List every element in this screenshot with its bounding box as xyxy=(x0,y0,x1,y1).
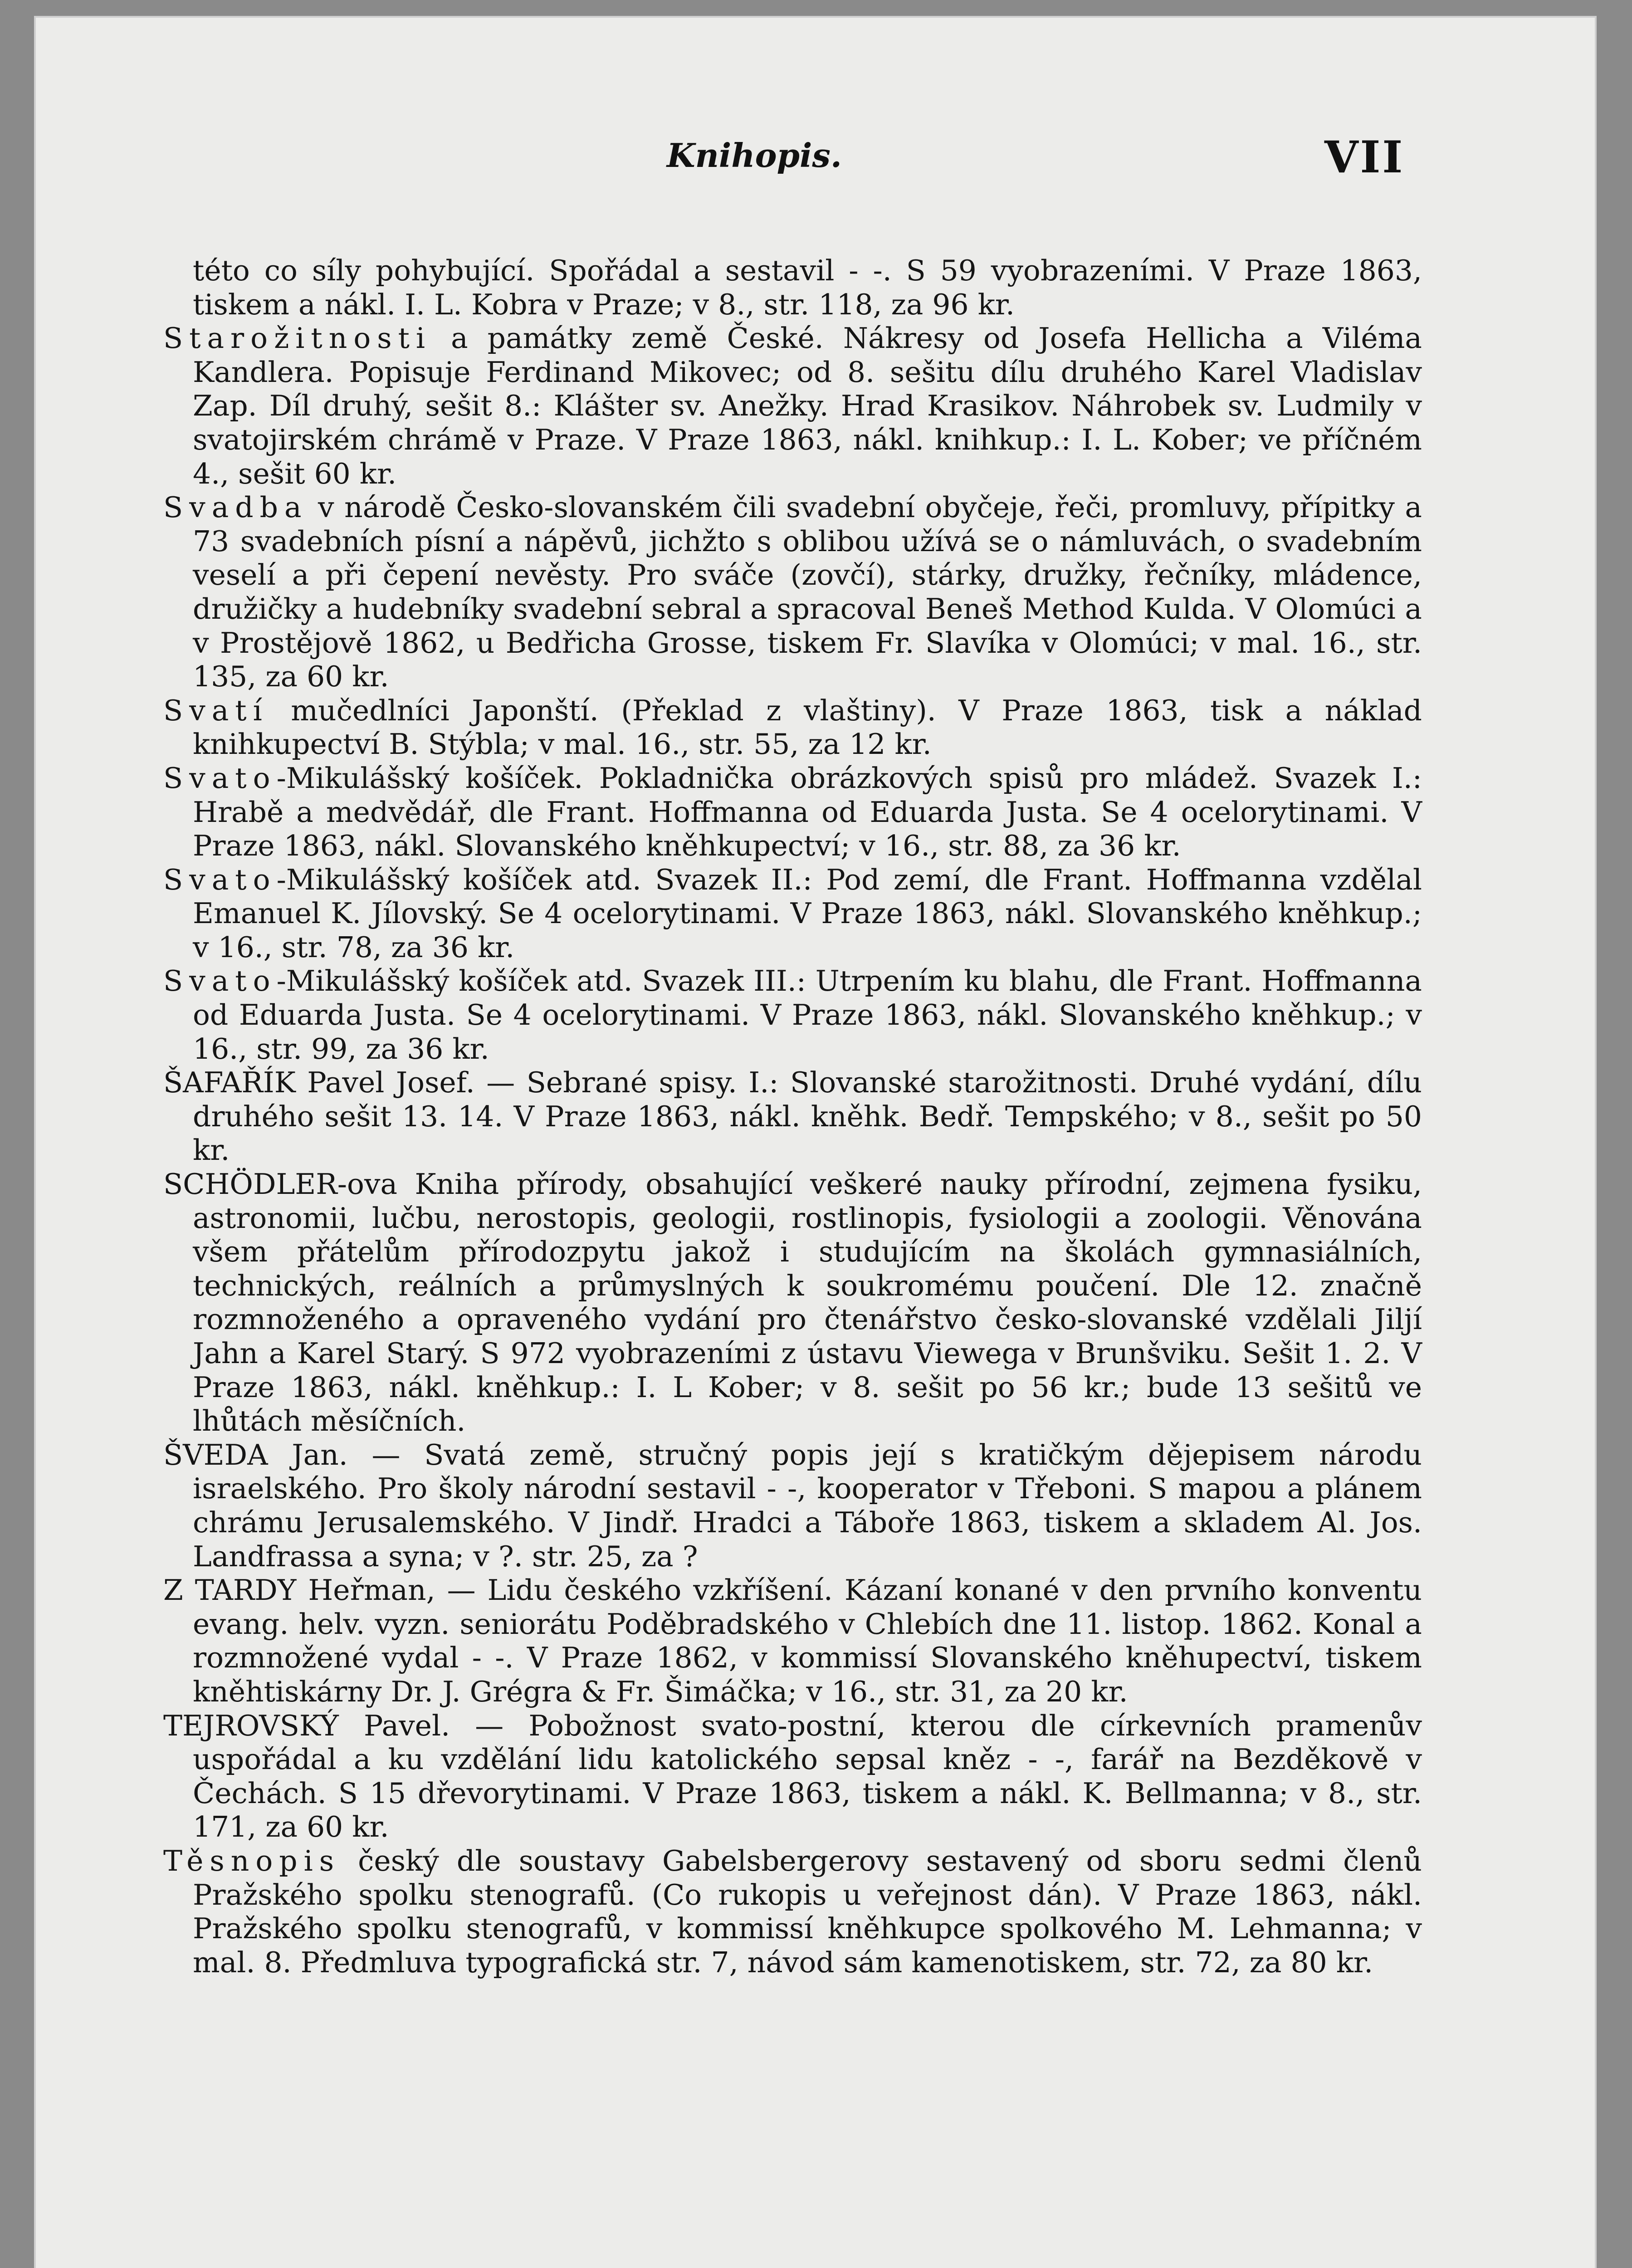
entry-lead: Těsnopis xyxy=(163,1844,341,1877)
entry-text: Pavel. — Pobožnost svato-postní, kterou dle církevních pramenův uspořádal a ku vzdělání lidu katolického sepsal kněz - -, farář na Bezděkově v Čechách. S 15 dřevorytinami. V Praze 1863, tiskem a nákl. K. Bellmanna; v 8., str. 171, za 60 kr. xyxy=(193,1709,1422,1844)
book-page xyxy=(34,16,1597,2268)
entry-text: v národě Česko-slovanském čili svadební obyčeje, řeči, promluvy, přípitky a 73 svadebních písní a nápěvů, jichžto s oblibou užívá se o námluvách, o svadebním veselí a při čepení nevěsty. Pro sváče (zovčí), stárky, družky, řečníky, mládence, družičky a hudebníky svadební sebral a spracoval Beneš Method Kulda. V Olomúci a v Prostějově 1862, u Bedřicha Grosse, tiskem Fr. Slavíka v Olomúci; v mal. 16., str. 135, za 60 kr. xyxy=(193,491,1422,694)
running-title: Knihopis. xyxy=(667,136,842,175)
catalog-text xyxy=(163,254,1422,1980)
entry-lead: SCHÖDLER-ova xyxy=(163,1168,398,1201)
entry-lead: Svato xyxy=(163,964,277,998)
catalog-entry xyxy=(163,1066,1422,1168)
catalog-entry xyxy=(163,1709,1422,1844)
entry-lead: Svatí xyxy=(163,694,269,727)
entry-lead: Starožitnosti xyxy=(163,322,432,355)
catalog-entry xyxy=(163,1574,1422,1709)
catalog-entry xyxy=(163,863,1422,965)
catalog-entry xyxy=(163,1168,1422,1438)
entry-lead: ŠAFAŘÍK xyxy=(163,1066,296,1100)
entry-lead: Z TARDY xyxy=(163,1574,297,1607)
entry-text: této co síly pohybující. Spořádal a sestavil - -. S 59 vyobrazeními. V Praze 1863, tiskem a nákl. I. L. Kobra v Praze; v 8., str. 118, za 96 kr. xyxy=(193,254,1422,321)
page-header xyxy=(34,132,1597,181)
catalog-entry xyxy=(163,1844,1422,1980)
entry-text: a památky země České. Nákresy od Josefa Hellicha a Viléma Kandlera. Popisuje Ferdinand Mikovec; od 8. sešitu dílu druhého Karel Vladislav Zap. Díl druhý, sešit 8.: Klášter sv. Anežky. Hrad Krasikov. Náhrobek sv. Ludmily v svatojirském chrámě v Praze. V Praze 1863, nákl. knihkup.: I. L. Kober; ve příčném 4., sešit 60 kr. xyxy=(193,322,1422,490)
catalog-entry xyxy=(163,1438,1422,1574)
entry-text: Pavel Josef. — Sebrané spisy. I.: Slovanské starožitnosti. Druhé vydání, dílu druhého sešit 13. 14. V Praze 1863, nákl. kněhk. Bedř. Tempského; v 8., sešit po 50 kr. xyxy=(193,1066,1422,1167)
catalog-entry xyxy=(163,964,1422,1066)
entry-lead: Svadba xyxy=(163,491,308,524)
entry-lead: Svato xyxy=(163,863,277,896)
entry-lead: ŠVEDA xyxy=(163,1438,268,1471)
entry-text: -Mikulášský košíček. Pokladnička obrázkových spisů pro mládež. Svazek I.: Hrabě a medvědář, dle Frant. Hoffmanna od Eduarda Justa. Se 4 ocelorytinami. V Praze 1863, nákl. Slovanského kněhkupectví; v 16., str. 88, za 36 kr. xyxy=(193,761,1422,863)
entry-text: český dle soustavy Gabelsbergerovy sestavený od sboru sedmi členů Pražského spolku stenografů. (Co rukopis u veřejnost dán). V Praze 1863, nákl. Pražského spolku stenografů, v kommissí kněhkupce spolkového M. Lehmanna; v mal. 8. Předmluva typografická str. 7, návod sám kamenotiskem, str. 72, za 80 kr. xyxy=(193,1844,1422,1979)
entry-text: mučedlníci Japonští. (Překlad z vlaštiny). V Praze 1863, tisk a náklad knihkupectví B. Stýbla; v mal. 16., str. 55, za 12 kr. xyxy=(193,694,1422,761)
entry-text: Jan. — Svatá země, stručný popis její s kratičkým dějepisem národu israelského. Pro školy národní sestavil - -, kooperator v Třeboni. S mapou a plánem chrámu Jerusalemského. V Jindř. Hradci a Táboře 1863, tiskem a skladem Al. Jos. Landfrassa a syna; v ?. str. 25, za ? xyxy=(193,1438,1422,1573)
catalog-entry xyxy=(163,694,1422,762)
entry-lead: TEJROVSKÝ xyxy=(163,1709,339,1742)
catalog-entry xyxy=(163,491,1422,694)
entry-lead: Svato xyxy=(163,761,277,795)
catalog-entry xyxy=(163,322,1422,491)
catalog-entry xyxy=(163,762,1422,863)
catalog-entry xyxy=(163,254,1422,322)
entry-text: Heřman, — Lidu českého vzkříšení. Kázaní konané v den prvního konventu evang. helv. vyzn. seniorátu Poděbradského v Chlebích dne 11. listop. 1862. Konal a rozmnožené vydal - -. V Praze 1862, v kommissí Slovanského kněhupectví, tiskem kněhtiskárny Dr. J. Grégra & Fr. Šimáčka; v 16., str. 31, za 20 kr. xyxy=(193,1574,1422,1708)
entry-text: Kniha přírody, obsahující veškeré nauky přírodní, zejmena fysiku, astronomii, lučbu, nerostopis, geologii, rostlinopis, fysiologii a zoologii. Věnována všem přátelům přírodozpytu jakož i studujícím na školách gymnasiálních, technických, reálních a průmyslných k soukromému poučení. Dle 12. značně rozmnoženého a opraveného vydání pro čtenářstvo česko-slovanské vzdělali Jiljí Jahn a Karel Starý. S 972 vyobrazeními z ústavu Viewega v Brunšviku. Sešit 1. 2. V Praze 1863, nákl. kněhkup.: I. L Kober; v 8. sešit po 56 kr.; bude 13 sešitů ve lhůtách měsíčních. xyxy=(193,1168,1422,1438)
page-number: VII xyxy=(1324,132,1405,183)
entry-text: -Mikulášský košíček atd. Svazek II.: Pod zemí, dle Frant. Hoffmanna vzdělal Emanuel K. Jílovský. Se 4 ocelorytinami. V Praze 1863, nákl. Slovanského kněhkup.; v 16., str. 78, za 36 kr. xyxy=(193,863,1422,964)
entry-text: -Mikulášský košíček atd. Svazek III.: Utrpením ku blahu, dle Frant. Hoffmanna od Eduarda Justa. Se 4 ocelorytinami. V Praze 1863, nákl. Slovanského kněhkup.; v 16., str. 99, za 36 kr. xyxy=(193,964,1422,1066)
